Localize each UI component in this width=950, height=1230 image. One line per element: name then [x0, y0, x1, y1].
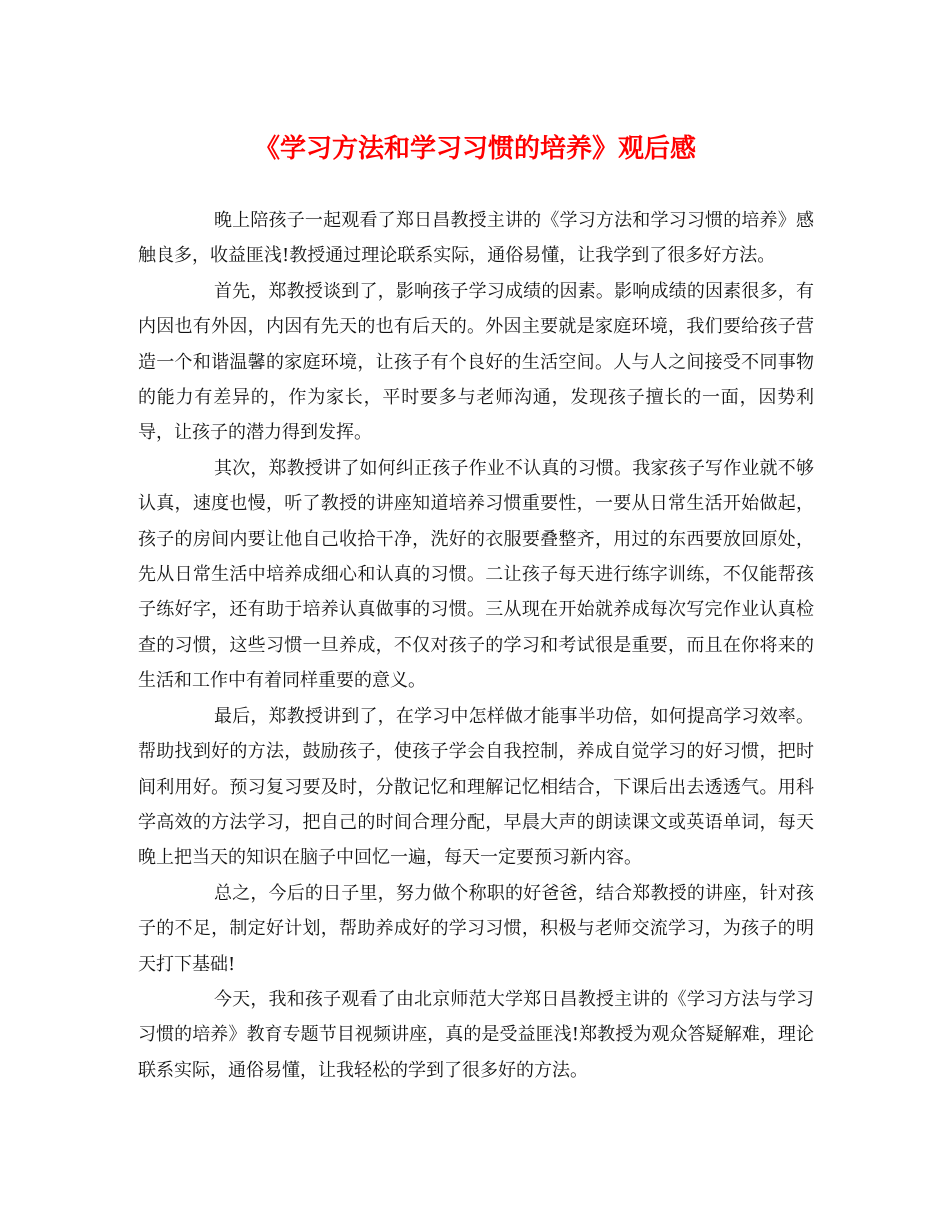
paragraph-last: 最后，郑教授讲到了，在学习中怎样做才能事半功倍，如何提高学习效率。帮助找到好的方法，鼓励孩子，使孩子学会自我控制，养成自觉学习的好习惯，把时间利用好。预习复习要及时，分散记忆和理解记忆相结合，下课后出去透透气。用科学高效的方法学习，把自己的时间合理分配，早晨大声的朗读课文或英语单词，每天晚上把当天的知识在脑子中回忆一遍，每天一定要预习新内容。 [138, 705, 814, 869]
paragraph-summary: 总之，今后的日子里，努力做个称职的好爸爸，结合郑教授的讲座，针对孩子的不足，制定好计划，帮助养成好的学习习惯，积极与老师交流学习，为孩子的明天打下基础! [138, 882, 814, 975]
document-body [138, 203, 814, 1088]
paragraph-today: 今天，我和孩子观看了由北京师范大学郑日昌教授主讲的《学习方法与学习习惯的培养》教育专题节目视频讲座，真的是受益匪浅!郑教授为观众答疑解难，理论联系实际，通俗易懂，让我轻松的学到了很多好的方法。 [138, 988, 814, 1081]
paragraph-second: 其次，郑教授讲了如何纠正孩子作业不认真的习惯。我家孩子写作业就不够认真，速度也慢，听了教授的讲座知道培养习惯重要性，一要从日常生活开始做起，孩子的房间内要让他自己收拾干净，洗好的衣服要叠整齐，用过的东西要放回原处，先从日常生活中培养成细心和认真的习惯。二让孩子每天进行练字训练，不仅能帮孩子练好字，还有助于培养认真做事的习惯。三从现在开始就养成每次写完作业认真检查的习惯，这些习惯一旦养成，不仅对孩子的学习和考试很是重要，而且在你将来的生活和工作中有着同样重要的意义。 [138, 457, 814, 692]
paragraph-first: 首先，郑教授谈到了，影响孩子学习成绩的因素。影响成绩的因素很多，有内因也有外因，内因有先天的也有后天的。外因主要就是家庭环境，我们要给孩子营造一个和谐温馨的家庭环境，让孩子有个良好的生活空间。人与人之间接受不同事物的能力有差异的，作为家长，平时要多与老师沟通，发现孩子擅长的一面，因势利导，让孩子的潜力得到发挥。 [138, 280, 814, 444]
paragraph-intro: 晚上陪孩子一起观看了郑日昌教授主讲的《学习方法和学习习惯的培养》感触良多，收益匪浅!教授通过理论联系实际，通俗易懂，让我学到了很多好方法。 [138, 210, 814, 267]
document-title: 《学习方法和学习习惯的培养》观后感 [253, 134, 696, 164]
